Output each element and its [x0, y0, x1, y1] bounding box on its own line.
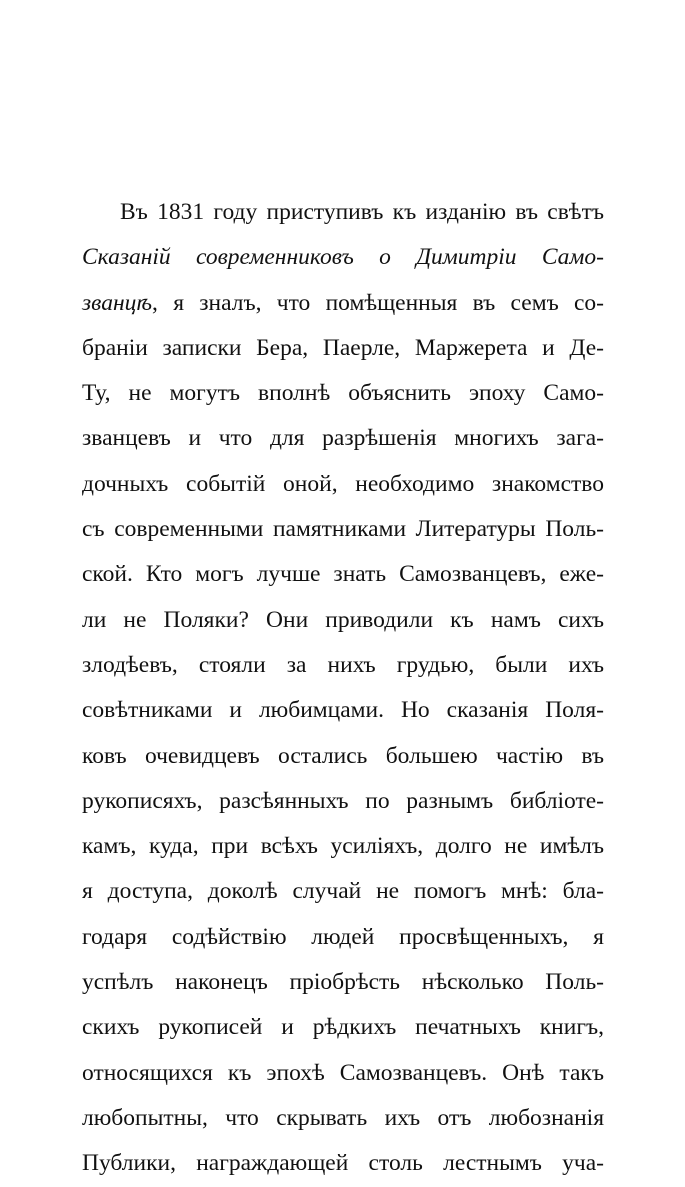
text-span: скихъ рукописей и рѣдкихъ печатныхъ книгъ,: [82, 1014, 604, 1041]
text-line: [82, 462, 604, 507]
text-line: [82, 643, 604, 688]
italic-text-span: Сказаній современниковъ о Димитріи Само-: [82, 244, 604, 271]
text-line: [82, 326, 604, 371]
text-span: ской. Кто могъ лучше знать Самозванцевъ, еже-: [82, 561, 604, 588]
text-line: [82, 371, 604, 416]
text-span: ли не Поляки? Они приводили къ намъ сихъ: [82, 606, 604, 633]
text-span: браніи записки Бера, Паерле, Маржерета и Де-: [82, 334, 604, 361]
text-span: злодѣевъ, стояли за нихъ грудью, были ихъ: [82, 651, 604, 678]
text-line: [82, 416, 604, 461]
text-line: [82, 1096, 604, 1141]
text-span: годаря содѣйствію людей просвѣщенныхъ, я: [82, 923, 604, 950]
text-line: [82, 960, 604, 1005]
text-line: [82, 869, 604, 914]
text-line: [82, 235, 604, 280]
text-span: относящихся къ эпохѣ Самозванцевъ. Онѣ такъ: [82, 1059, 604, 1086]
text-span: камъ, куда, при всѣхъ усиліяхъ, долго не имѣлъ: [82, 833, 604, 860]
body-paragraph: [82, 190, 604, 1187]
text-span: рукописяхъ, разсѣянныхъ по разнымъ библіоте-: [82, 787, 604, 814]
text-span: дочныхъ событій оной, необходимо знакомство: [82, 470, 604, 497]
text-line: [82, 507, 604, 552]
text-line: [82, 824, 604, 869]
italic-text-span: званцѣ: [82, 289, 153, 316]
text-span: я доступа, доколѣ случай не помогъ мнѣ: бла-: [82, 878, 604, 905]
text-span: Ту, не могутъ вполнѣ объяснить эпоху Само-: [82, 380, 604, 407]
text-span: съ современными памятниками Литературы Поль-: [82, 516, 604, 543]
text-line: [82, 598, 604, 643]
text-line: [82, 1051, 604, 1096]
text-line: [82, 734, 604, 779]
text-span: Въ 1831 году приступивъ къ изданію въ свѣтъ: [120, 199, 604, 225]
text-span: званцевъ и что для разрѣшенія многихъ зага-: [82, 425, 604, 452]
text-line: [82, 281, 604, 326]
text-span: совѣтниками и любимцами. Но сказанія Поля-: [82, 697, 604, 724]
text-span: любопытны, что скрывать ихъ отъ любознанія: [82, 1104, 604, 1131]
text-span: успѣлъ наконецъ пріобрѣсть нѣсколько Поль-: [82, 969, 604, 996]
text-line: [82, 688, 604, 733]
text-line: [82, 779, 604, 824]
text-line: [82, 915, 604, 960]
text-line: [82, 1141, 604, 1186]
text-span: ковъ очевидцевъ остались большею частію въ: [82, 742, 604, 769]
text-line: [82, 1005, 604, 1050]
text-line: [82, 552, 604, 597]
text-line: [82, 190, 604, 235]
text-span: , я зналъ, что помѣщенныя въ семъ со-: [152, 289, 604, 316]
text-span: Публики, награждающей столь лестнымъ уча-: [82, 1150, 604, 1177]
